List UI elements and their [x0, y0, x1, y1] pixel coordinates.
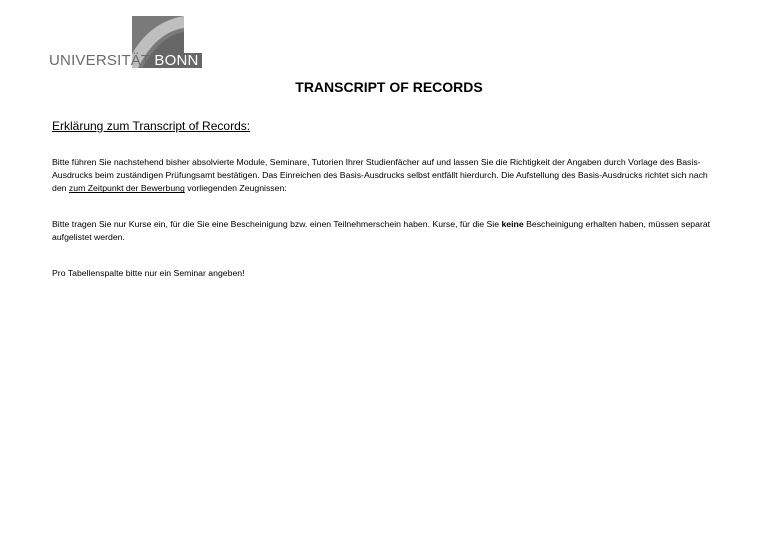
paragraph-courses	[52, 218, 712, 244]
logo-word-universitaet: UNIVERSITÄT	[49, 52, 151, 69]
logo-word-bonn: BONN	[151, 53, 201, 68]
paragraph2-bold-text: keine	[501, 219, 524, 229]
paragraph2-text-end: Bescheinigung erhalten haben, müssen separat aufgelistet werden.	[52, 219, 711, 243]
paragraph-instructions	[52, 156, 712, 196]
university-logo	[49, 16, 199, 72]
logo-wordmark	[49, 53, 202, 68]
paragraph1-text-start: Bitte führen Sie nachstehend bisher absolvierte Module, Seminare, Tutorien Ihrer Studienfächer auf und lassen Sie die Richtigkeit der Angaben durch Vorlage des Basis-Ausdrucks beim zuständigen Prüfungsamt bestätigen. Das Einreichen des Basis-Ausdrucks selbst entfällt hierdurch. Die Aufstellung des Basis-Ausdrucks richtet sich nach den	[52, 157, 708, 194]
section-heading: Erklärung zum Transcript of Records:	[52, 119, 251, 133]
paragraph2-text-start: Bitte tragen Sie nur Kurse ein, für die Sie eine Bescheinigung bzw. einen Teilnehmerschein haben. Kurse, für die Sie	[52, 219, 502, 229]
page-title: TRANSCRIPT OF RECORDS	[295, 79, 483, 95]
paragraph1-underlined-text: zum Zeitpunkt der Bewerbung	[68, 183, 185, 194]
paragraph1-text-end: vorliegenden Zeugnissen:	[184, 183, 287, 194]
paragraph-note: Pro Tabellenspalte bitte nur ein Seminar angeben!	[52, 268, 245, 278]
